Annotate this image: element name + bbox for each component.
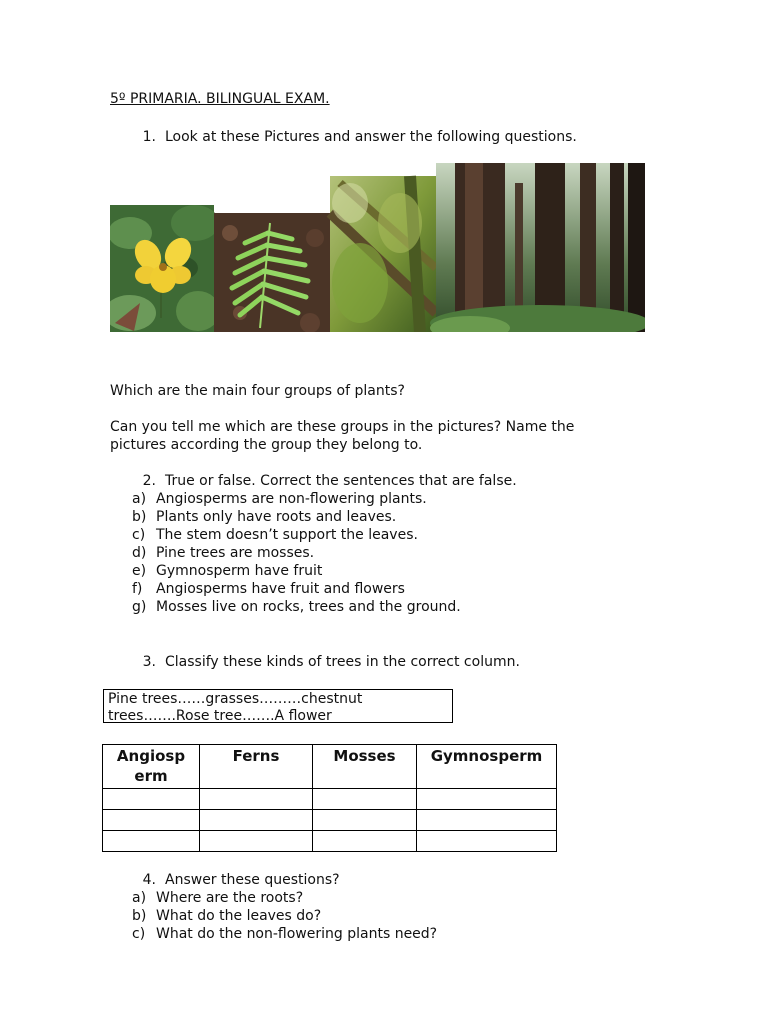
question-1-b-line2: pictures according the group they belong to.: [110, 437, 423, 453]
list-item: a) Angiosperms are non-flowering plants.: [132, 491, 427, 507]
forest-photo: [430, 163, 645, 332]
question-1-text: Look at these Pictures and answer the following questions.: [165, 129, 577, 145]
flower-photo: [110, 205, 220, 332]
question-3: [110, 653, 520, 671]
table-cell[interactable]: [313, 789, 417, 810]
word-box: [103, 689, 453, 723]
question-4-text: Answer these questions?: [165, 872, 340, 888]
list-item: f) Angiosperms have fruit and flowers: [132, 581, 405, 597]
list-item: g) Mosses live on rocks, trees and the ground.: [132, 599, 461, 615]
question-2: [110, 472, 517, 490]
table-row: [103, 810, 557, 831]
word-box-line2: trees…….Rose tree…….A flower: [108, 708, 332, 724]
list-item: d) Pine trees are mosses.: [132, 545, 315, 561]
column-header-mosses: Mosses: [313, 745, 417, 789]
question-4-number: 4.: [142, 872, 156, 888]
table-cell[interactable]: [417, 831, 557, 852]
table-cell[interactable]: [200, 789, 313, 810]
table-row: [103, 789, 557, 810]
moss-photo: [330, 176, 436, 332]
fern-photo: [214, 213, 330, 332]
question-1-a: Which are the main four groups of plants?: [110, 383, 405, 399]
list-item: b) What do the leaves do?: [132, 908, 322, 924]
classification-table: [102, 744, 557, 852]
table-cell[interactable]: [200, 810, 313, 831]
table-header-row: [103, 745, 557, 789]
question-3-text: Classify these kinds of trees in the correct column.: [165, 654, 520, 670]
list-item: c) What do the non-flowering plants need?: [132, 926, 438, 942]
question-1-number: 1.: [142, 129, 156, 145]
plant-photos: [110, 163, 645, 332]
question-1: [110, 128, 577, 146]
column-header-gymnosperm: Gymnosperm: [417, 745, 557, 789]
table-cell[interactable]: [417, 789, 557, 810]
word-box-line1: Pine trees……grasses………chestnut: [108, 691, 363, 707]
table-cell[interactable]: [103, 810, 200, 831]
table-cell[interactable]: [417, 810, 557, 831]
table-cell[interactable]: [103, 789, 200, 810]
table-row: [103, 831, 557, 852]
list-item: c) The stem doesn’t support the leaves.: [132, 527, 418, 543]
table-cell[interactable]: [313, 831, 417, 852]
list-item: b) Plants only have roots and leaves.: [132, 509, 397, 525]
question-4: [110, 871, 340, 889]
question-2-text: True or false. Correct the sentences that are false.: [165, 473, 517, 489]
table-cell[interactable]: [200, 831, 313, 852]
question-3-number: 3.: [142, 654, 156, 670]
list-item: a) Where are the roots?: [132, 890, 304, 906]
table-cell[interactable]: [103, 831, 200, 852]
question-1-b-line1: Can you tell me which are these groups in the pictures? Name the: [110, 419, 575, 435]
exam-title: 5º PRIMARIA. BILINGUAL EXAM.: [110, 91, 330, 107]
column-header-angiosperm: Angiosp erm: [103, 745, 200, 789]
column-header-ferns: Ferns: [200, 745, 313, 789]
question-2-number: 2.: [142, 473, 156, 489]
table-cell[interactable]: [313, 810, 417, 831]
list-item: e) Gymnosperm have fruit: [132, 563, 323, 579]
